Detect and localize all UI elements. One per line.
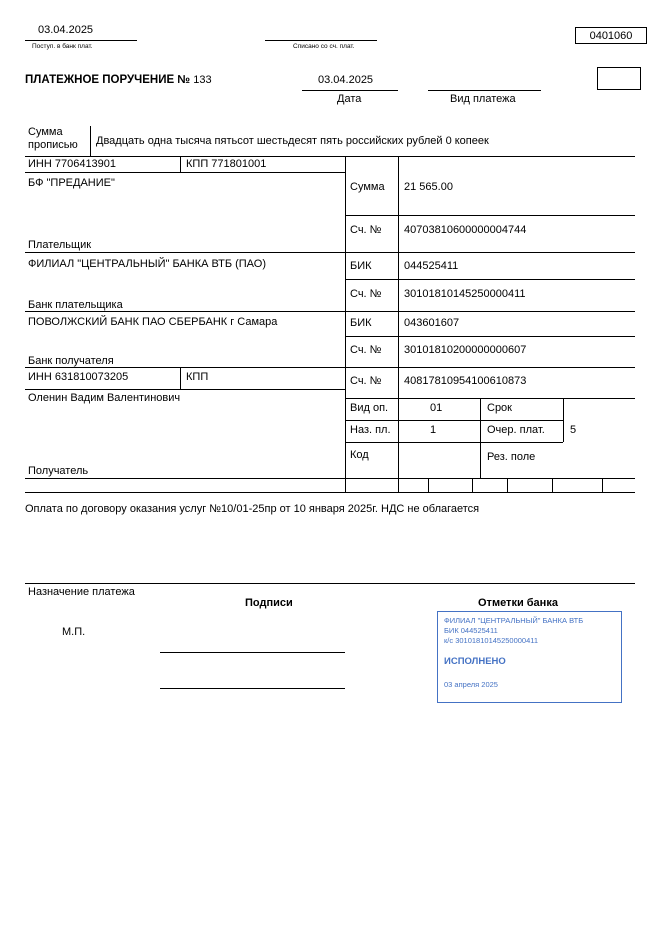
payer-section-label: Плательщик: [28, 239, 92, 251]
divider: [472, 478, 473, 492]
payment-type-label: Вид платежа: [450, 93, 516, 105]
payer-bank-bik: 044525411: [404, 260, 459, 272]
divider: [25, 172, 345, 173]
received-in-bank-label: Поступ. в банк плат.: [32, 43, 93, 50]
divider: [345, 442, 563, 443]
bank-execution-stamp: [437, 611, 622, 703]
payee-bank-account-label: Сч. №: [350, 344, 382, 356]
divider: [602, 478, 603, 492]
document-date: 03.04.2025: [318, 74, 374, 86]
divider: [25, 156, 635, 157]
stamp-bank-name: ФИЛИАЛ "ЦЕНТРАЛЬНЫЙ" БАНКА ВТБ: [444, 616, 584, 625]
pay-purpose-code-label: Наз. пл.: [350, 424, 391, 436]
document-title-label: ПЛАТЕЖНОЕ ПОРУЧЕНИЕ №: [25, 74, 191, 86]
payer-account-label: Сч. №: [350, 224, 382, 236]
op-kind-value: 01: [430, 402, 443, 414]
payment-purpose-label: Назначение платежа: [28, 586, 135, 598]
divider: [25, 478, 635, 479]
code-label: Код: [350, 449, 369, 461]
priority-value: 5: [570, 424, 577, 436]
divider: [552, 478, 553, 492]
divider: [345, 279, 635, 280]
amount-in-words-label: Сумма прописью: [28, 126, 78, 151]
bank-marks-label: Отметки банка: [478, 597, 558, 609]
payment-purpose-text: Оплата по договору оказания услуг №10/01-25пр от 10 января 2025г. НДС не облагается: [25, 503, 480, 515]
stamp-status: ИСПОЛНЕНО: [444, 656, 506, 668]
divider: [480, 398, 481, 478]
sum-value: 21 565.00: [404, 181, 453, 193]
received-date: 03.04.2025: [38, 24, 94, 36]
divider: [428, 478, 429, 492]
payer-name: БФ "ПРЕДАНИЕ": [28, 177, 115, 189]
debited-from-account-label: Списано со сч. плат.: [293, 43, 355, 50]
document-number: 133: [193, 74, 212, 86]
date-underline: [302, 90, 398, 91]
divider: [345, 336, 635, 337]
stamp-date: 03 апреля 2025: [444, 679, 498, 689]
priority-label: Очер. плат.: [487, 424, 545, 436]
divider: [25, 252, 635, 253]
divider: [25, 492, 635, 493]
sum-label: Сумма: [350, 181, 385, 193]
signatures-label: Подписи: [245, 597, 293, 609]
divider: [180, 156, 181, 172]
received-date-underline: [25, 40, 137, 41]
payee-name: Оленин Вадим Валентинович: [28, 392, 181, 404]
divider: [345, 398, 635, 399]
payee-account-label: Сч. №: [350, 375, 382, 387]
payer-bank-name: ФИЛИАЛ "ЦЕНТРАЛЬНЫЙ" БАНКА ВТБ (ПАО): [28, 258, 266, 270]
divider: [25, 583, 635, 584]
stamp-place-label: М.П.: [62, 626, 86, 638]
payer-bank-account: 30101810145250000411: [404, 288, 526, 300]
due-date-label: Срок: [487, 402, 512, 414]
payee-section-label: Получатель: [28, 465, 89, 477]
stamp-corr-account: к/с 30101810145250000411: [444, 635, 539, 645]
payee-bank-bik: 043601607: [404, 317, 460, 329]
payee-kpp-label: КПП: [186, 371, 209, 383]
divider: [180, 367, 181, 389]
date-label: Дата: [337, 93, 362, 105]
payee-inn: ИНН 631810073205: [28, 371, 129, 383]
payer-bank-section-label: Банк плательщика: [28, 299, 123, 311]
form-code-box: [575, 27, 647, 44]
payer-kpp: КПП 771801001: [186, 158, 267, 170]
payee-bank-section-label: Банк получателя: [28, 355, 114, 367]
payee-bank-bik-label: БИК: [350, 317, 372, 329]
divider: [25, 367, 635, 368]
payment-type-underline: [428, 90, 541, 91]
reserve-field-label: Рез. поле: [487, 451, 536, 463]
op-kind-label: Вид оп.: [350, 402, 389, 414]
pay-purpose-code-value: 1: [430, 424, 437, 436]
payee-bank-account: 30101810200000000607: [404, 344, 527, 356]
payer-account: 40703810600000004744: [404, 224, 527, 236]
divider: [345, 420, 563, 421]
payer-bank-account-label: Сч. №: [350, 288, 382, 300]
status-code-box: [597, 67, 641, 90]
signature-line: [160, 688, 345, 689]
payee-bank-name: ПОВОЛЖСКИЙ БАНК ПАО СБЕРБАНК г Самара: [28, 316, 278, 328]
signature-line: [160, 652, 345, 653]
payer-bank-bik-label: БИК: [350, 260, 372, 272]
form-code: 0401060: [589, 29, 633, 42]
divider: [563, 398, 564, 442]
debited-underline: [265, 40, 377, 41]
divider: [345, 215, 635, 216]
payee-account: 40817810954100610873: [404, 375, 527, 387]
payer-inn: ИНН 7706413901: [28, 158, 117, 170]
divider: [90, 126, 91, 156]
stamp-bik: БИК 044525411: [444, 625, 498, 635]
amount-in-words: Двадцать одна тысяча пятьсот шестьдесят пять российских рублей 0 копеек: [96, 135, 489, 147]
divider: [25, 389, 345, 390]
divider: [507, 478, 508, 492]
document-title: [25, 74, 212, 87]
